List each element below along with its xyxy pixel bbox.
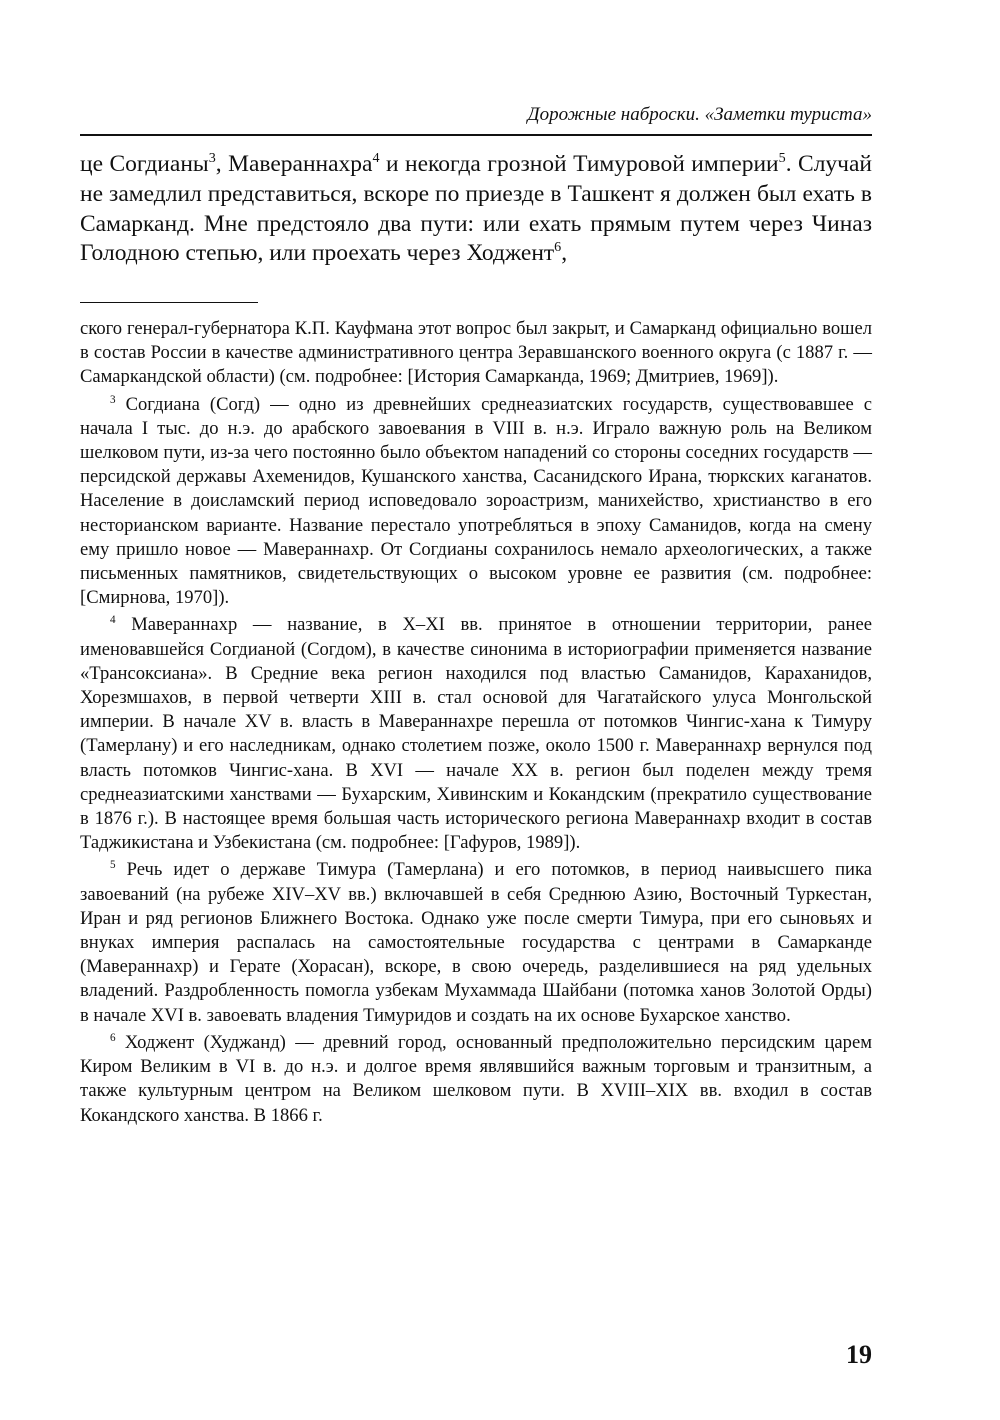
main-text-segment: , Мавераннахра [215, 151, 373, 177]
footnote-4 [80, 613, 872, 855]
footnote-number: 5 [110, 859, 116, 872]
footnote-number: 3 [110, 393, 116, 406]
footnote-separator [80, 302, 258, 303]
footnote-6 [80, 1031, 872, 1128]
running-header: Дорожные наброски. «Заметки туриста» [527, 104, 872, 125]
header-rule [80, 134, 872, 136]
footnote-continuation: ского генерал-губернатора К.П. Кауфмана этот вопрос был закрыт, и Самарканд официально вошел в состав России в качестве административного центра Зеравшанского военного округа (с 1887 г. — Самаркандской области) (см. подробнее: [История Самарканда, 1969; Дмитриев, 1969]). [80, 318, 872, 388]
footnotes-block [80, 317, 872, 1131]
footnote-text: Мавераннахр — название, в X–XI вв. принятое в отношении территории, ранее именовавшейся Согдианой (Согдом), в качестве синонима в историографии применяется название «Трансоксиана». В Средние века регион находился под властью Саманидов, Караханидов, Хорезмшахов, в первой четверти XIII в. стал основой для Чагатайского улуса Монгольской империи. В начале XV в. власть в Мавераннахре перешла от потомков Чингис-хана к Тимуру (Тамерлану) и его наследникам, однако столетием позже, около 1500 г. Мавераннахр вернулся под власть потомков Чингис-хана. В XVI — начале XX в. регион был поделен между тремя среднеазиатскими ханствами — Бухарским, Хивинским и Кокандским (прекратило существование в 1876 г.). В настоящее время большая часть исторического региона Мавераннахр входит в состав Таджикистана и Узбекистана (см. подробнее: [Гафуров, 1989]). [80, 614, 872, 854]
footnote-text: Согдиана (Согд) — одно из древнейших среднеазиатских государств, существовавшее с начала I тыс. до н.э. до арабского завоевания в VIII в. н.э. Играло важную роль на Великом шелковом пути, из-за чего постоянно было объектом нападений со стороны соседних государств — персидской державы Ахеменидов, Кушанского ханства, Сасанидского Ирана, тюркских каганатов. Население в доисламский период исповедовало зороастризм, манихейство, христианство в его несторианском варианте. Название перестало употребляться в эпоху Саманидов, когда на смену ему пришло новое — Мавераннахр. От Согдианы сохранилось немало археологических, а также письменных памятников, свидетельствующих о высоком уровне ее развития (см. подробнее: [Смирнова, 1970]). [80, 393, 872, 609]
footnote-number: 4 [110, 614, 116, 627]
footnote-ref-6[interactable]: 6 [554, 239, 562, 256]
main-text-segment: . Случай не замедлил представиться, вскоре по приезде в Ташкент я должен был ехать в Самарканд. Мне предстояло два пути: или ехать прямым путем через Чиназ Голодною степью, или проехать через Ходжент [80, 151, 872, 267]
footnote-number: 6 [110, 1031, 116, 1044]
footnote-text: Речь идет о державе Тимура (Тамерлана) и его потомков, в период наивысшего пика завоеваний (на рубеже XIV–XV вв.) включавшей в себя Среднюю Азию, Восточный Туркестан, Иран и ряд регионов Ближнего Востока. Однако уже после смерти Тимура, при его сыновьях и внуках империя распалась на самостоятельные государства с центрами в Самарканде (Мавераннахр) и Герате (Хорасан), вскоре, в свою очередь, разделившиеся на ряд удельных владений. Раздробленность помогла узбекам Мухаммада Шайбани (потомка ханов Золотой Орды) в начале XVI в. завоевать владения Тимуридов и создать на их основе Бухарское ханство. [80, 859, 872, 1026]
main-text-segment: це Согдианы [80, 151, 209, 177]
footnote-ref-5[interactable]: 5 [778, 150, 786, 167]
footnote-ref-4[interactable]: 4 [372, 150, 380, 167]
main-text-segment: и некогда грозной Тимуровой империи [379, 151, 779, 177]
footnote-5 [80, 858, 872, 1027]
page-number: 19 [846, 1340, 872, 1369]
footnote-3 [80, 393, 872, 611]
footnote-ref-3[interactable]: 3 [208, 150, 216, 167]
footnote-text: Ходжент (Худжанд) — древний город, основанный предположительно персидским царем Киром Великим в VI в. до н.э. и долгое время являвшийся важным торговым и транзитным, а также культурным центром на Великом шелковом пути. В XVIII–XIX вв. входил в состав Кокандского ханства. В 1866 г. [80, 1031, 872, 1126]
main-text-paragraph [80, 150, 872, 269]
main-text-segment: , [561, 240, 568, 267]
